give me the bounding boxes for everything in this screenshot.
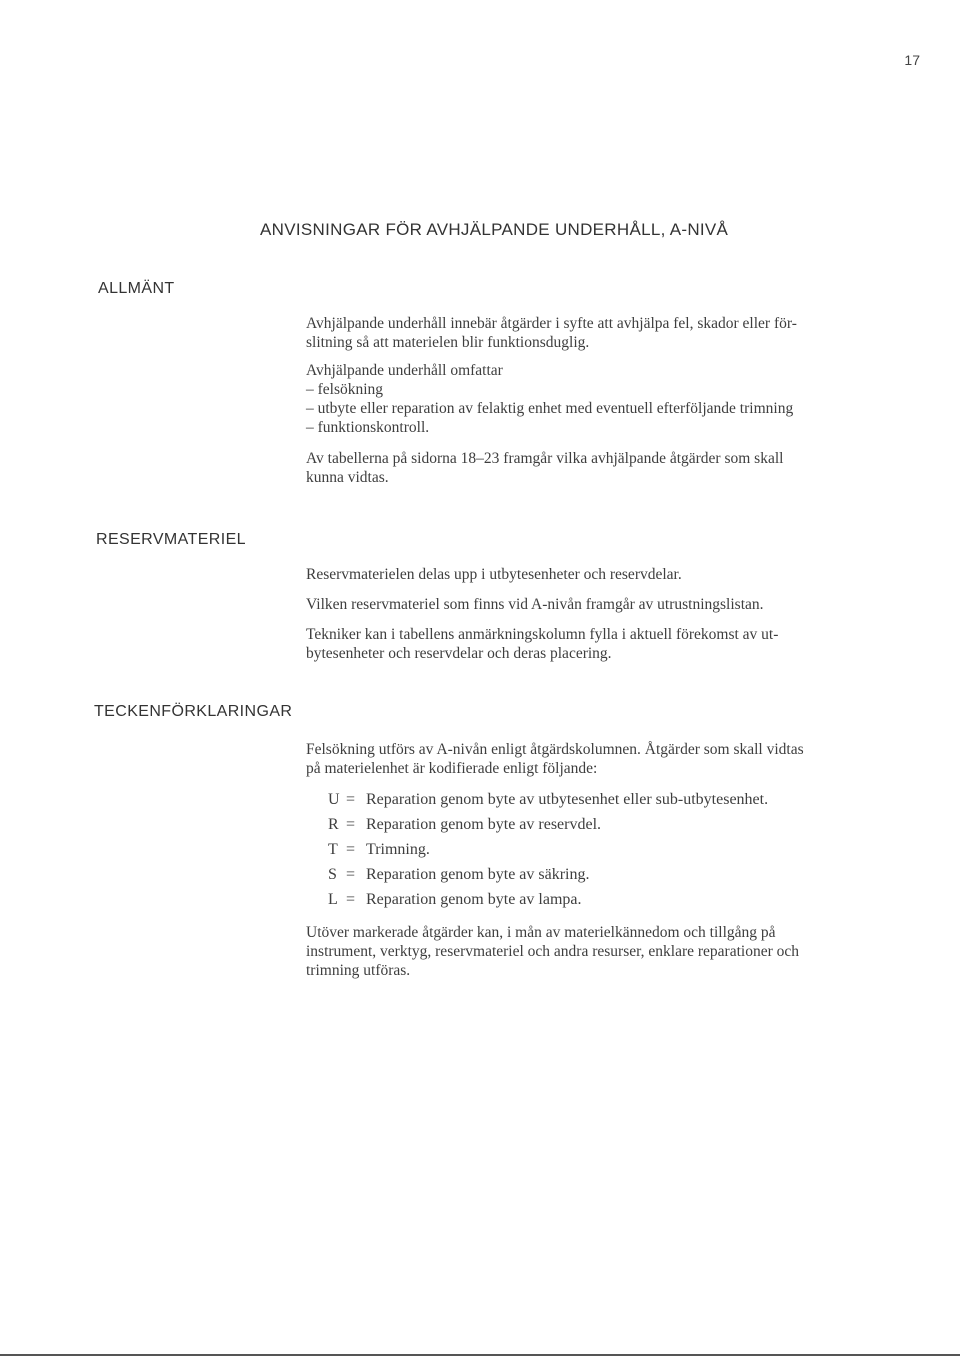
teckenforklaringar-intro	[306, 740, 916, 778]
code-item	[328, 837, 916, 862]
code-equals: =	[346, 816, 356, 833]
teckenforklaringar-final-paragraph	[306, 923, 916, 980]
code-letter: U	[328, 791, 340, 808]
text-line: på materielenhet är kodifierade enligt följande:	[306, 760, 598, 777]
code-equals: =	[346, 866, 356, 883]
code-letter: S	[328, 866, 337, 883]
text-line: trimning utföras.	[306, 962, 411, 979]
allmant-paragraph-2	[306, 361, 916, 437]
text-line: Felsökning utförs av A-nivån enligt åtgärdskolumnen. Åtgärder som skall vidtas	[306, 741, 804, 758]
code-description: Reparation genom byte av utbytesenhet eller sub-utbytesenhet.	[366, 791, 769, 808]
code-item	[328, 887, 916, 912]
text-line: instrument, verktyg, reservmateriel och andra resurser, enklare reparationer och	[306, 943, 800, 960]
text-line: kunna vidtas.	[306, 469, 389, 486]
teckenforklaringar-body	[306, 740, 916, 980]
code-description: Reparation genom byte av reservdel.	[366, 816, 602, 833]
text-line: slitning så att materielen blir funktionsduglig.	[306, 334, 590, 351]
reservmateriel-body	[306, 565, 916, 663]
code-equals: =	[346, 841, 356, 858]
code-description: Reparation genom byte av säkring.	[366, 866, 590, 883]
list-item: – funktionskontroll.	[306, 419, 430, 436]
code-description: Reparation genom byte av lampa.	[366, 891, 582, 908]
page-number: 17	[904, 52, 920, 68]
allmant-paragraph-1	[306, 314, 916, 352]
text-line: Utöver markerade åtgärder kan, i mån av materielkännedom och tillgång på	[306, 924, 776, 941]
code-equals: =	[346, 791, 356, 808]
document-title: ANVISNINGAR FÖR AVHJÄLPANDE UNDERHÅLL, A-NIVÅ	[260, 220, 729, 239]
code-letter: T	[328, 841, 338, 858]
reservmateriel-paragraph-1: Reservmaterielen delas upp i utbytesenheter och reservdelar.	[306, 566, 682, 583]
code-item	[328, 862, 916, 887]
text-line: Tekniker kan i tabellens anmärkningskolumn fylla i aktuell förekomst av ut-	[306, 626, 779, 643]
bottom-scan-edge	[0, 1354, 960, 1356]
code-description: Trimning.	[366, 841, 430, 858]
list-item: – utbyte eller reparation av felaktig enhet med eventuell efterföljande trimning	[306, 400, 794, 417]
code-equals: =	[346, 891, 356, 908]
allmant-body	[306, 314, 916, 487]
text-line: Avhjälpande underhåll omfattar	[306, 362, 503, 379]
allmant-paragraph-3	[306, 449, 916, 487]
list-item: – felsökning	[306, 381, 384, 398]
text-line: Av tabellerna på sidorna 18–23 framgår vilka avhjälpande åtgärder som skall	[306, 450, 784, 467]
reservmateriel-paragraph-3	[306, 625, 916, 663]
code-item	[328, 787, 916, 812]
text-line: Avhjälpande underhåll innebär åtgärder i syfte att avhjälpa fel, skador eller för-	[306, 315, 797, 332]
section-heading-allmant: ALLMÄNT	[98, 280, 175, 297]
code-list	[328, 787, 916, 912]
code-letter: L	[328, 891, 338, 908]
reservmateriel-paragraph-2: Vilken reservmateriel som finns vid A-nivån framgår av utrustningslistan.	[306, 596, 764, 613]
section-heading-teckenforklaringar: TECKENFÖRKLARINGAR	[94, 703, 293, 720]
text-line: bytesenheter och reservdelar och deras placering.	[306, 645, 612, 662]
code-item	[328, 812, 916, 837]
section-heading-reservmateriel: RESERVMATERIEL	[96, 531, 246, 548]
code-letter: R	[328, 816, 339, 833]
